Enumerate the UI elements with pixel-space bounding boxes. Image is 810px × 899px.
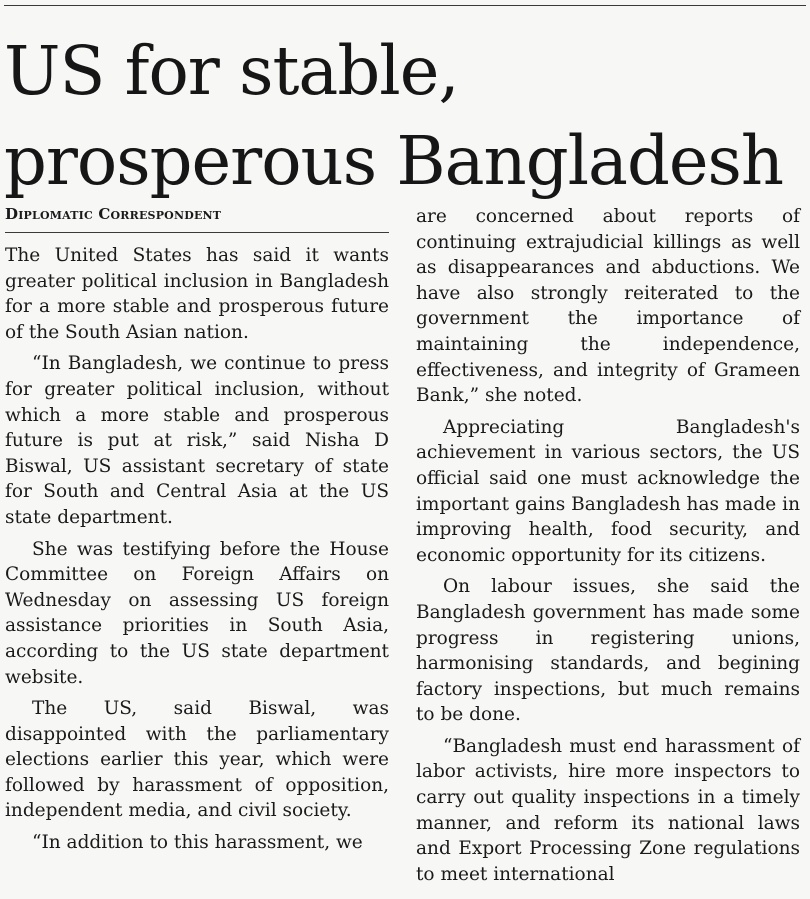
paragraph: “In addition to this harassment, we (32, 832, 363, 854)
byline (5, 202, 389, 233)
paragraph: The United States has said it wants greater political inclusion in Bangladesh for a more stable and prosperous future of the South Asian nation. (5, 245, 389, 343)
byline-text: Diplomatic Correspondent (5, 205, 222, 223)
paragraph: are concerned about reports of continuing extrajudicial killings as well as disappearances and abductions. We have also strongly reiterated to the government the importance of maintaining the independence, effectiveness, and integrity of Grameen Bank,” she noted. (416, 206, 800, 407)
paragraph: She was testifying before the House Committee on Foreign Affairs on Wednesday on assessing US foreign assistance priorities in South Asia, according to the US state department website. (5, 538, 389, 688)
paragraph: “In Bangladesh, we continue to press for greater political inclusion, without which a more stable and prosperous future is put at risk,” said Nisha D Biswal, US assistant secretary of state for South and Central Asia at the US state department. (5, 353, 389, 528)
paragraph: Appreciating Bangladesh's achievement in various sectors, the US official said one must acknowledge the important gains Bangladesh has made in improving health, food security, and economic opportunity for its citizens. (416, 416, 800, 566)
right-column (416, 204, 800, 893)
top-rule (4, 5, 806, 6)
left-column (5, 202, 389, 862)
paragraph: The US, said Biswal, was disappointed with the parliamentary elections earlier this year, which were followed by harassment of opposition, independent media, and civil society. (5, 698, 389, 822)
paragraph: “Bangladesh must end harassment of labor activists, hire more inspectors to carry out quality inspections in a timely manner, and reform its national laws and Export Processing Zone regulations to meet international (416, 735, 800, 885)
paragraph: On labour issues, she said the Bangladesh government has made some progress in registering unions, harmonising standards, and begining factory inspections, but much remains to be done. (416, 576, 800, 726)
headline: US for stable, prosperous Bangladesh (4, 32, 784, 200)
